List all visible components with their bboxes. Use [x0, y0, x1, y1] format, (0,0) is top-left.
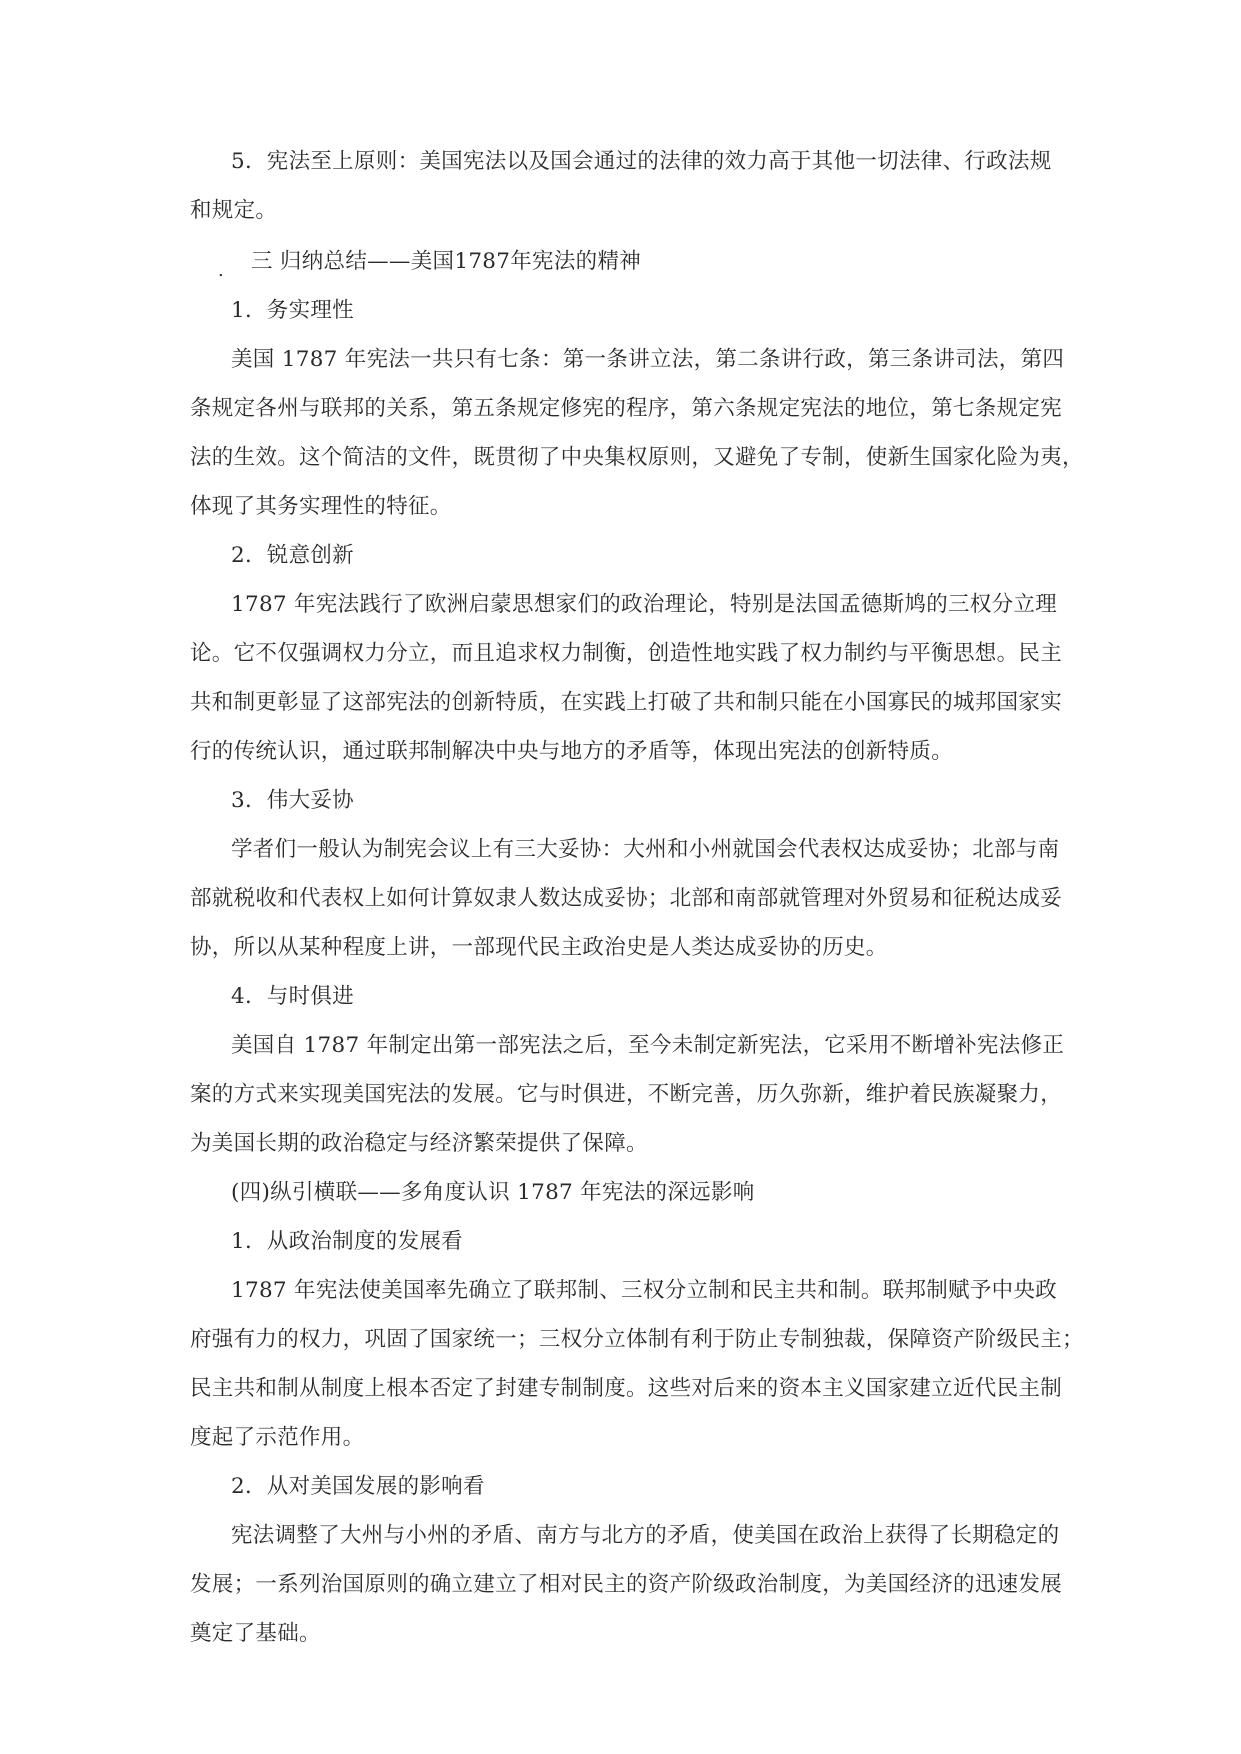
text-line: 1．务实理性	[231, 298, 354, 323]
text-line: 部就税收和代表权上如何计算奴隶人数达成妥协；北部和南部就管理对外贸易和征税达成妥	[190, 886, 1063, 911]
text-line: 三 归纳总结——美国1787年宪法的精神	[251, 249, 642, 274]
text-line: 和规定。	[190, 198, 278, 223]
text-line: 美国 1787 年宪法一共只有七条：第一条讲立法，第二条讲行政，第三条讲司法，第四	[231, 347, 1065, 372]
text-line: 美国自 1787 年制定出第一部宪法之后，至今未制定新宪法，它采用不断增补宪法修正	[231, 1033, 1065, 1058]
text-line: 2．从对美国发展的影响看	[231, 1474, 485, 1499]
text-line: 论。它不仅强调权力分立，而且追求权力制衡，创造性地实践了权力制约与平衡思想。民主	[190, 641, 1063, 666]
text-line: (四)纵引横联——多角度认识 1787 年宪法的深远影响	[231, 1180, 755, 1205]
text-line: 奠定了基础。	[190, 1621, 321, 1646]
text-line: 1787 年宪法践行了欧洲启蒙思想家们的政治理论，特别是法国孟德斯鸠的三权分立理	[231, 592, 1058, 617]
text-line: 3．伟大妥协	[231, 788, 354, 813]
text-line: 民主共和制从制度上根本否定了封建专制制度。这些对后来的资本主义国家建立近代民主制	[190, 1376, 1063, 1401]
text-line: 共和制更彰显了这部宪法的创新特质，在实践上打破了共和制只能在小国寡民的城邦国家实	[190, 690, 1063, 715]
text-line: 1787 年宪法使美国率先确立了联邦制、三权分立制和民主共和制。联邦制赋予中央政	[231, 1278, 1058, 1303]
text-line: 为美国长期的政治稳定与经济繁荣提供了保障。	[190, 1131, 648, 1156]
text-line: 行的传统认识，通过联邦制解决中央与地方的矛盾等，体现出宪法的创新特质。	[190, 739, 954, 764]
text-line: 体现了其务实理性的特征。	[190, 494, 452, 519]
text-line: 条规定各州与联邦的关系，第五条规定修宪的程序，第六条规定宪法的地位，第七条规定宪	[190, 396, 1063, 421]
text-line: 协，所以从某种程度上讲，一部现代民主政治史是人类达成妥协的历史。	[190, 935, 888, 960]
text-line: 宪法调整了大州与小州的矛盾、南方与北方的矛盾，使美国在政治上获得了长期稳定的	[231, 1523, 1060, 1548]
text-line: 发展；一系列治国原则的确立建立了相对民主的资产阶级政治制度，为美国经济的迅速发展	[190, 1572, 1063, 1597]
text-line: 5．宪法至上原则：美国宪法以及国会通过的法律的效力高于其他一切法律、行政法规	[231, 149, 1052, 174]
text-line: 案的方式来实现美国宪法的发展。它与时俱进，不断完善，历久弥新，维护着民族凝聚力，	[190, 1082, 1063, 1107]
text-line: 学者们一般认为制宪会议上有三大妥协：大州和小州就国会代表权达成妥协；北部与南	[231, 837, 1060, 862]
stray-marker: .	[218, 260, 224, 281]
text-line: 法的生效。这个简洁的文件，既贯彻了中央集权原则，又避免了专制，使新生国家化险为夷，	[190, 445, 1084, 470]
text-line: 府强有力的权力，巩固了国家统一；三权分立体制有利于防止专制独裁，保障资产阶级民主；	[190, 1327, 1084, 1352]
text-line: 2．锐意创新	[231, 543, 354, 568]
text-line: 度起了示范作用。	[190, 1425, 365, 1450]
text-line: 1．从政治制度的发展看	[231, 1229, 463, 1254]
text-line: 4．与时俱进	[231, 984, 354, 1009]
